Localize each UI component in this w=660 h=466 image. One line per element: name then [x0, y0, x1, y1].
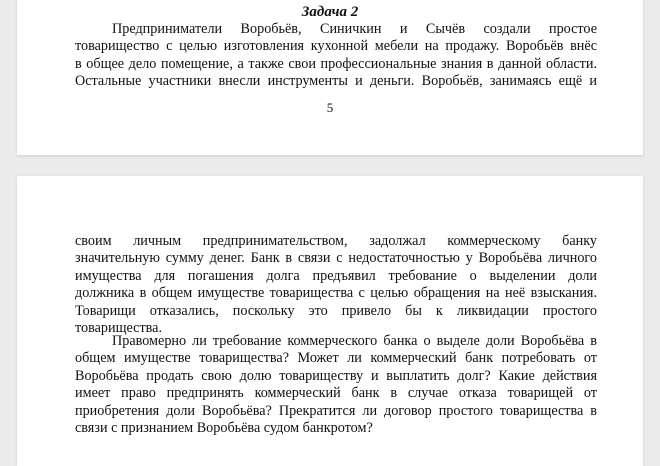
paragraph-line: имущества для погашения долга предъявил требование о выделении доли [75, 267, 597, 284]
paragraph-line: общем имуществе товарищества? Может ли коммерческий банк потребовать от [75, 350, 597, 367]
paragraph-line: Правомерно ли требование коммерческого банка о выделе доли Воробьёва в [112, 333, 597, 349]
paragraph-line: Остальные участники внесли инструменты и деньги. Воробьёв, занимаясь ещё и [75, 73, 597, 90]
paragraph-line: Товарищи отказались, поскольку это привело бы к ликвидации простого [75, 302, 597, 319]
paragraph-line: связи с признанием Воробьёва судом банкротом? [75, 420, 373, 437]
document-page-bottom [17, 176, 643, 466]
task-intro-paragraph [75, 21, 597, 91]
task-continuation-paragraph [75, 233, 597, 337]
paragraph-line: имеет право предпринять коммерческий банк в случае отказа товарищей от [75, 385, 597, 402]
paragraph-line: должника в общем имуществе товарищества с целью обращения на неё взыскания. [75, 285, 597, 302]
paragraph-line: Предприниматели Воробьёв, Синичкин и Сычёв создали простое [112, 21, 597, 37]
task-questions-paragraph [75, 333, 597, 437]
paragraph-line: в общее дело помещение, а также свои профессиональные знания в данной области. [75, 55, 597, 72]
page-number: 5 [326, 100, 334, 115]
paragraph-line: значительную сумму денег. Банк в связи с недостаточностью у Воробьёва личного [75, 250, 597, 267]
task-title: Задача 2 [301, 4, 359, 20]
paragraph-line: приобретения доли Воробьёва? Прекратится ли договор простого товарищества в [75, 402, 597, 419]
paragraph-line: товарищества. [75, 320, 163, 337]
paragraph-line: своим личным предпринимательством, задолжал коммерческому банку [75, 233, 597, 249]
paragraph-line: Воробьёва продать свою долю товариществу и выплатить долг? Какие действия [75, 367, 597, 384]
paragraph-line: товарищество с целью изготовления кухонной мебели на продажу. Воробьёв внёс [75, 38, 597, 55]
document-page-top [17, 0, 643, 155]
